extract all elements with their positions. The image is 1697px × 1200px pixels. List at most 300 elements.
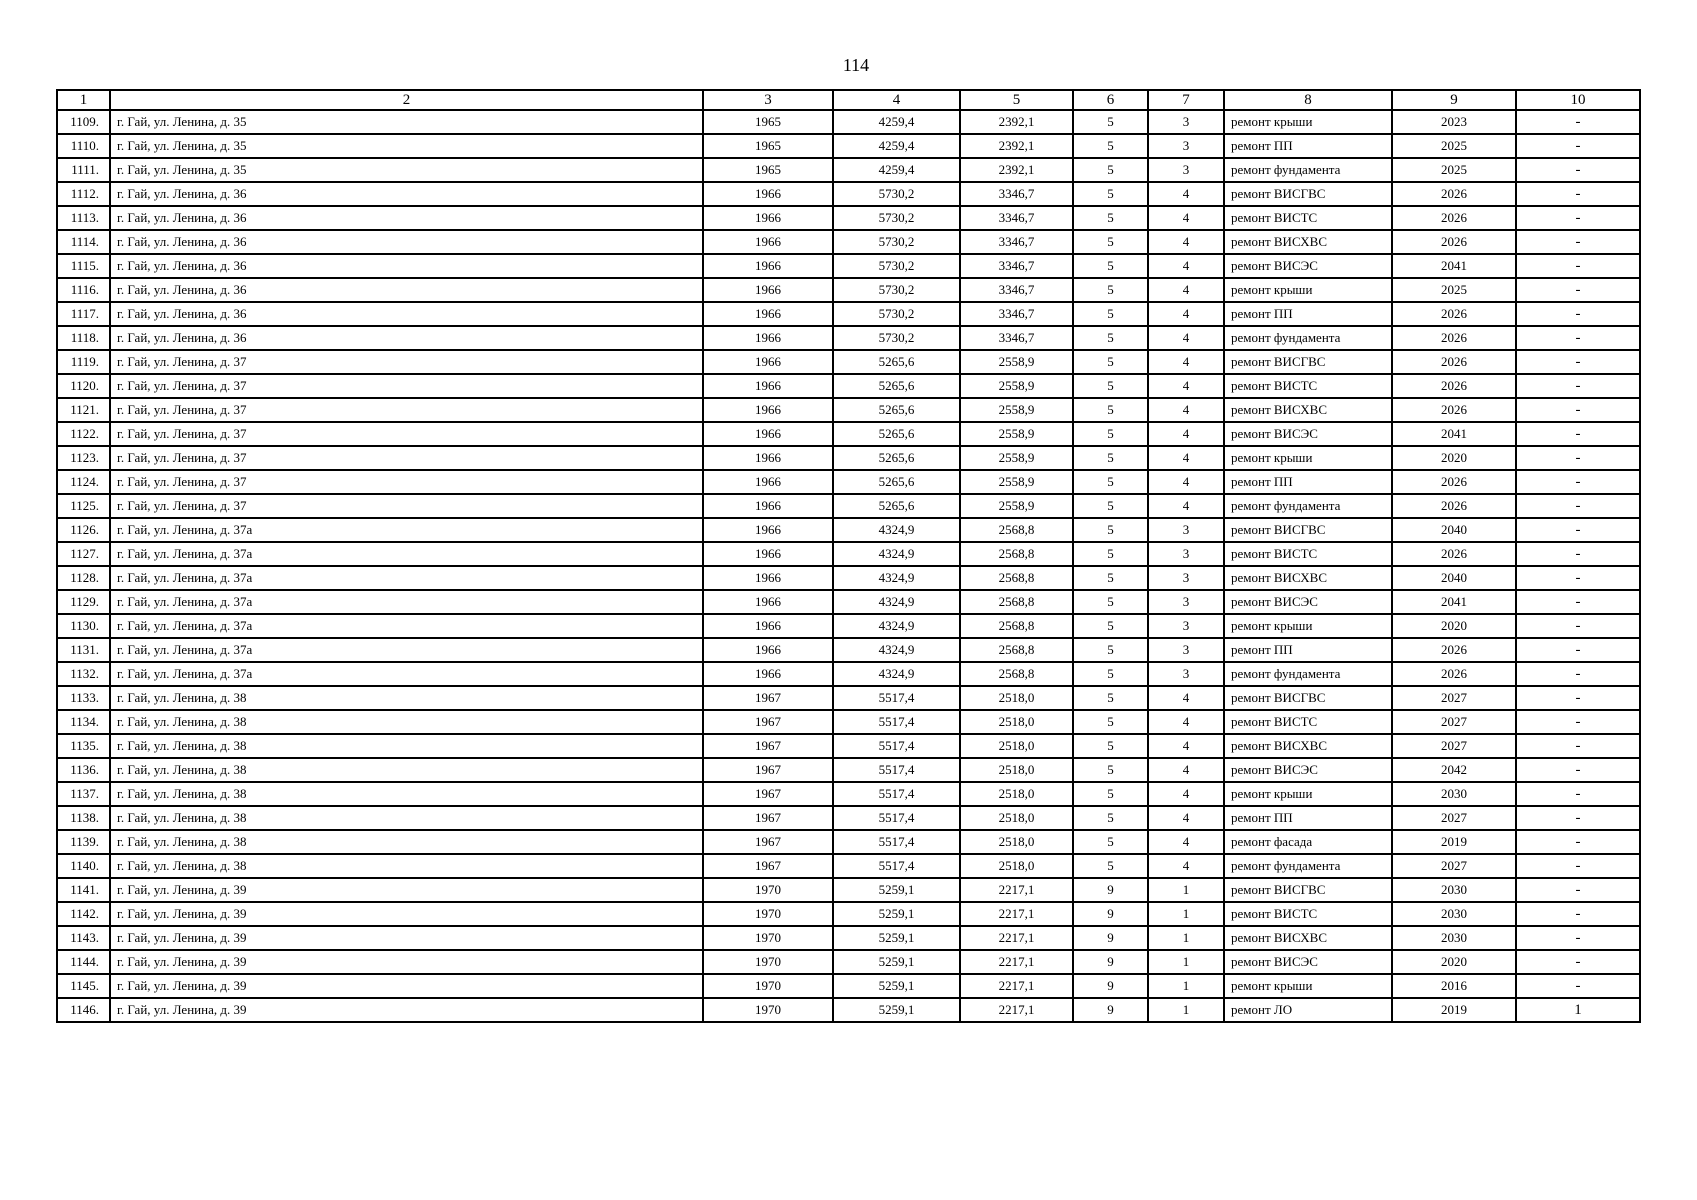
address-cell: г. Гай, ул. Ленина, д. 37	[110, 398, 703, 422]
entrances-cell: 3	[1148, 110, 1224, 134]
total-area-cell: 5259,1	[833, 902, 960, 926]
work-type-cell: ремонт ВИСТС	[1224, 542, 1392, 566]
work-type-cell: ремонт ВИСХВС	[1224, 566, 1392, 590]
living-area-cell: 2518,0	[960, 686, 1073, 710]
entrances-cell: 4	[1148, 422, 1224, 446]
floors-cell: 9	[1073, 974, 1148, 998]
floors-cell: 5	[1073, 470, 1148, 494]
entrances-cell: 3	[1148, 590, 1224, 614]
row-number-cell: 1127.	[57, 542, 110, 566]
floors-cell: 5	[1073, 110, 1148, 134]
build-year-cell: 1965	[703, 110, 833, 134]
column-header: 1	[57, 90, 110, 110]
plan-year-cell: 2042	[1392, 758, 1516, 782]
floors-cell: 5	[1073, 686, 1148, 710]
table-row	[57, 302, 1640, 326]
total-area-cell: 5265,6	[833, 350, 960, 374]
table-row	[57, 110, 1640, 134]
floors-cell: 5	[1073, 350, 1148, 374]
living-area-cell: 2568,8	[960, 542, 1073, 566]
table-row	[57, 662, 1640, 686]
address-cell: г. Гай, ул. Ленина, д. 36	[110, 326, 703, 350]
entrances-cell: 1	[1148, 974, 1224, 998]
floors-cell: 5	[1073, 446, 1148, 470]
note-cell: -	[1516, 614, 1640, 638]
living-area-cell: 2217,1	[960, 974, 1073, 998]
table-row	[57, 974, 1640, 998]
row-number-cell: 1141.	[57, 878, 110, 902]
row-number-cell: 1119.	[57, 350, 110, 374]
build-year-cell: 1967	[703, 710, 833, 734]
build-year-cell: 1966	[703, 566, 833, 590]
plan-year-cell: 2026	[1392, 398, 1516, 422]
work-type-cell: ремонт ВИСГВС	[1224, 350, 1392, 374]
build-year-cell: 1966	[703, 470, 833, 494]
work-type-cell: ремонт фундамента	[1224, 854, 1392, 878]
total-area-cell: 5265,6	[833, 446, 960, 470]
address-cell: г. Гай, ул. Ленина, д. 37	[110, 350, 703, 374]
address-cell: г. Гай, ул. Ленина, д. 37	[110, 494, 703, 518]
row-number-cell: 1145.	[57, 974, 110, 998]
work-type-cell: ремонт фундамента	[1224, 662, 1392, 686]
work-type-cell: ремонт ВИСХВС	[1224, 230, 1392, 254]
column-header: 3	[703, 90, 833, 110]
build-year-cell: 1966	[703, 614, 833, 638]
note-cell: -	[1516, 590, 1640, 614]
row-number-cell: 1109.	[57, 110, 110, 134]
entrances-cell: 4	[1148, 254, 1224, 278]
table-row	[57, 158, 1640, 182]
note-cell: -	[1516, 878, 1640, 902]
note-cell: -	[1516, 374, 1640, 398]
total-area-cell: 4324,9	[833, 566, 960, 590]
table-row	[57, 566, 1640, 590]
floors-cell: 5	[1073, 230, 1148, 254]
work-type-cell: ремонт крыши	[1224, 974, 1392, 998]
entrances-cell: 3	[1148, 638, 1224, 662]
floors-cell: 5	[1073, 614, 1148, 638]
living-area-cell: 2558,9	[960, 422, 1073, 446]
plan-year-cell: 2027	[1392, 806, 1516, 830]
note-cell: -	[1516, 710, 1640, 734]
build-year-cell: 1966	[703, 518, 833, 542]
build-year-cell: 1966	[703, 182, 833, 206]
total-area-cell: 5517,4	[833, 806, 960, 830]
entrances-cell: 4	[1148, 350, 1224, 374]
note-cell: -	[1516, 206, 1640, 230]
entrances-cell: 1	[1148, 950, 1224, 974]
total-area-cell: 5265,6	[833, 398, 960, 422]
floors-cell: 5	[1073, 374, 1148, 398]
floors-cell: 9	[1073, 950, 1148, 974]
entrances-cell: 3	[1148, 134, 1224, 158]
address-cell: г. Гай, ул. Ленина, д. 38	[110, 854, 703, 878]
total-area-cell: 4324,9	[833, 662, 960, 686]
row-number-cell: 1111.	[57, 158, 110, 182]
plan-year-cell: 2026	[1392, 374, 1516, 398]
table-row	[57, 278, 1640, 302]
plan-year-cell: 2030	[1392, 878, 1516, 902]
plan-year-cell: 2023	[1392, 110, 1516, 134]
plan-year-cell: 2016	[1392, 974, 1516, 998]
note-cell: -	[1516, 926, 1640, 950]
row-number-cell: 1120.	[57, 374, 110, 398]
living-area-cell: 2558,9	[960, 350, 1073, 374]
work-type-cell: ремонт ВИСТС	[1224, 374, 1392, 398]
build-year-cell: 1970	[703, 950, 833, 974]
work-type-cell: ремонт ВИСТС	[1224, 710, 1392, 734]
row-number-cell: 1135.	[57, 734, 110, 758]
row-number-cell: 1114.	[57, 230, 110, 254]
note-cell: -	[1516, 230, 1640, 254]
row-number-cell: 1136.	[57, 758, 110, 782]
row-number-cell: 1137.	[57, 782, 110, 806]
row-number-cell: 1131.	[57, 638, 110, 662]
entrances-cell: 4	[1148, 830, 1224, 854]
work-type-cell: ремонт ВИСЭС	[1224, 950, 1392, 974]
living-area-cell: 2217,1	[960, 878, 1073, 902]
table-row	[57, 854, 1640, 878]
total-area-cell: 5265,6	[833, 422, 960, 446]
table-row	[57, 254, 1640, 278]
work-type-cell: ремонт ЛО	[1224, 998, 1392, 1022]
living-area-cell: 2568,8	[960, 614, 1073, 638]
table-row	[57, 422, 1640, 446]
plan-year-cell: 2025	[1392, 134, 1516, 158]
address-cell: г. Гай, ул. Ленина, д. 37	[110, 446, 703, 470]
table-row	[57, 590, 1640, 614]
address-cell: г. Гай, ул. Ленина, д. 37а	[110, 518, 703, 542]
plan-year-cell: 2026	[1392, 230, 1516, 254]
plan-year-cell: 2026	[1392, 494, 1516, 518]
plan-year-cell: 2020	[1392, 446, 1516, 470]
column-header: 5	[960, 90, 1073, 110]
table-row	[57, 830, 1640, 854]
total-area-cell: 4259,4	[833, 110, 960, 134]
note-cell: -	[1516, 734, 1640, 758]
build-year-cell: 1966	[703, 206, 833, 230]
living-area-cell: 2558,9	[960, 398, 1073, 422]
entrances-cell: 4	[1148, 398, 1224, 422]
living-area-cell: 2518,0	[960, 758, 1073, 782]
work-type-cell: ремонт ПП	[1224, 302, 1392, 326]
work-type-cell: ремонт фасада	[1224, 830, 1392, 854]
note-cell: -	[1516, 470, 1640, 494]
living-area-cell: 2568,8	[960, 518, 1073, 542]
build-year-cell: 1966	[703, 638, 833, 662]
total-area-cell: 4324,9	[833, 614, 960, 638]
floors-cell: 5	[1073, 278, 1148, 302]
build-year-cell: 1966	[703, 590, 833, 614]
build-year-cell: 1966	[703, 254, 833, 278]
table-row	[57, 230, 1640, 254]
entrances-cell: 3	[1148, 518, 1224, 542]
table-row	[57, 374, 1640, 398]
row-number-cell: 1121.	[57, 398, 110, 422]
total-area-cell: 5259,1	[833, 878, 960, 902]
address-cell: г. Гай, ул. Ленина, д. 36	[110, 206, 703, 230]
work-type-cell: ремонт ВИСГВС	[1224, 182, 1392, 206]
floors-cell: 5	[1073, 734, 1148, 758]
entrances-cell: 1	[1148, 878, 1224, 902]
address-cell: г. Гай, ул. Ленина, д. 36	[110, 230, 703, 254]
row-number-cell: 1128.	[57, 566, 110, 590]
row-number-cell: 1115.	[57, 254, 110, 278]
note-cell: -	[1516, 974, 1640, 998]
row-number-cell: 1133.	[57, 686, 110, 710]
table-row	[57, 326, 1640, 350]
total-area-cell: 5730,2	[833, 254, 960, 278]
work-type-cell: ремонт ВИСЭС	[1224, 422, 1392, 446]
work-type-cell: ремонт ВИСГВС	[1224, 878, 1392, 902]
floors-cell: 5	[1073, 206, 1148, 230]
note-cell: -	[1516, 110, 1640, 134]
living-area-cell: 2518,0	[960, 854, 1073, 878]
floors-cell: 5	[1073, 830, 1148, 854]
entrances-cell: 1	[1148, 998, 1224, 1022]
total-area-cell: 5265,6	[833, 494, 960, 518]
total-area-cell: 5259,1	[833, 974, 960, 998]
row-number-cell: 1134.	[57, 710, 110, 734]
build-year-cell: 1967	[703, 734, 833, 758]
entrances-cell: 4	[1148, 278, 1224, 302]
note-cell: -	[1516, 782, 1640, 806]
entrances-cell: 4	[1148, 326, 1224, 350]
total-area-cell: 4259,4	[833, 134, 960, 158]
floors-cell: 5	[1073, 710, 1148, 734]
work-type-cell: ремонт крыши	[1224, 278, 1392, 302]
plan-year-cell: 2026	[1392, 206, 1516, 230]
table-row	[57, 446, 1640, 470]
address-cell: г. Гай, ул. Ленина, д. 37	[110, 422, 703, 446]
living-area-cell: 2568,8	[960, 662, 1073, 686]
address-cell: г. Гай, ул. Ленина, д. 35	[110, 110, 703, 134]
build-year-cell: 1966	[703, 278, 833, 302]
plan-year-cell: 2041	[1392, 590, 1516, 614]
plan-year-cell: 2026	[1392, 662, 1516, 686]
build-year-cell: 1965	[703, 134, 833, 158]
address-cell: г. Гай, ул. Ленина, д. 38	[110, 710, 703, 734]
address-cell: г. Гай, ул. Ленина, д. 38	[110, 830, 703, 854]
living-area-cell: 2518,0	[960, 806, 1073, 830]
note-cell: -	[1516, 254, 1640, 278]
entrances-cell: 4	[1148, 806, 1224, 830]
build-year-cell: 1970	[703, 974, 833, 998]
row-number-cell: 1126.	[57, 518, 110, 542]
work-type-cell: ремонт ПП	[1224, 470, 1392, 494]
row-number-cell: 1116.	[57, 278, 110, 302]
entrances-cell: 4	[1148, 686, 1224, 710]
build-year-cell: 1966	[703, 542, 833, 566]
floors-cell: 5	[1073, 494, 1148, 518]
floors-cell: 5	[1073, 182, 1148, 206]
address-cell: г. Гай, ул. Ленина, д. 39	[110, 974, 703, 998]
work-type-cell: ремонт фундамента	[1224, 494, 1392, 518]
note-cell: -	[1516, 638, 1640, 662]
floors-cell: 5	[1073, 422, 1148, 446]
entrances-cell: 3	[1148, 662, 1224, 686]
living-area-cell: 2518,0	[960, 710, 1073, 734]
total-area-cell: 5517,4	[833, 758, 960, 782]
floors-cell: 5	[1073, 134, 1148, 158]
note-cell: -	[1516, 830, 1640, 854]
total-area-cell: 4324,9	[833, 518, 960, 542]
entrances-cell: 4	[1148, 734, 1224, 758]
work-type-cell: ремонт ВИСЭС	[1224, 254, 1392, 278]
total-area-cell: 5730,2	[833, 302, 960, 326]
living-area-cell: 2558,9	[960, 494, 1073, 518]
row-number-cell: 1143.	[57, 926, 110, 950]
plan-year-cell: 2030	[1392, 902, 1516, 926]
address-cell: г. Гай, ул. Ленина, д. 37	[110, 374, 703, 398]
floors-cell: 5	[1073, 782, 1148, 806]
address-cell: г. Гай, ул. Ленина, д. 35	[110, 134, 703, 158]
entrances-cell: 4	[1148, 470, 1224, 494]
total-area-cell: 5517,4	[833, 830, 960, 854]
table-row	[57, 398, 1640, 422]
build-year-cell: 1966	[703, 422, 833, 446]
floors-cell: 9	[1073, 926, 1148, 950]
address-cell: г. Гай, ул. Ленина, д. 37а	[110, 542, 703, 566]
plan-year-cell: 2026	[1392, 350, 1516, 374]
column-header: 10	[1516, 90, 1640, 110]
plan-year-cell: 2020	[1392, 614, 1516, 638]
table-row	[57, 350, 1640, 374]
note-cell: -	[1516, 902, 1640, 926]
work-type-cell: ремонт ВИСЭС	[1224, 590, 1392, 614]
entrances-cell: 1	[1148, 902, 1224, 926]
entrances-cell: 4	[1148, 494, 1224, 518]
table-row	[57, 734, 1640, 758]
plan-year-cell: 2026	[1392, 470, 1516, 494]
build-year-cell: 1967	[703, 686, 833, 710]
table-row	[57, 758, 1640, 782]
entrances-cell: 4	[1148, 182, 1224, 206]
build-year-cell: 1965	[703, 158, 833, 182]
table-row	[57, 806, 1640, 830]
work-type-cell: ремонт ПП	[1224, 134, 1392, 158]
entrances-cell: 3	[1148, 158, 1224, 182]
plan-year-cell: 2019	[1392, 830, 1516, 854]
note-cell: -	[1516, 182, 1640, 206]
plan-year-cell: 2025	[1392, 158, 1516, 182]
row-number-cell: 1139.	[57, 830, 110, 854]
note-cell: -	[1516, 422, 1640, 446]
total-area-cell: 5265,6	[833, 374, 960, 398]
build-year-cell: 1966	[703, 494, 833, 518]
living-area-cell: 2518,0	[960, 734, 1073, 758]
entrances-cell: 4	[1148, 854, 1224, 878]
plan-year-cell: 2020	[1392, 950, 1516, 974]
address-cell: г. Гай, ул. Ленина, д. 37а	[110, 590, 703, 614]
note-cell: -	[1516, 686, 1640, 710]
row-number-cell: 1117.	[57, 302, 110, 326]
living-area-cell: 3346,7	[960, 206, 1073, 230]
plan-year-cell: 2041	[1392, 254, 1516, 278]
note-cell: -	[1516, 398, 1640, 422]
floors-cell: 5	[1073, 854, 1148, 878]
note-cell: -	[1516, 326, 1640, 350]
total-area-cell: 5730,2	[833, 278, 960, 302]
floors-cell: 5	[1073, 398, 1148, 422]
work-type-cell: ремонт ВИСХВС	[1224, 734, 1392, 758]
table-row	[57, 518, 1640, 542]
living-area-cell: 3346,7	[960, 230, 1073, 254]
plan-year-cell: 2019	[1392, 998, 1516, 1022]
plan-year-cell: 2026	[1392, 182, 1516, 206]
note-cell: -	[1516, 806, 1640, 830]
column-header: 8	[1224, 90, 1392, 110]
column-header: 6	[1073, 90, 1148, 110]
address-cell: г. Гай, ул. Ленина, д. 36	[110, 302, 703, 326]
row-number-cell: 1125.	[57, 494, 110, 518]
entrances-cell: 4	[1148, 446, 1224, 470]
entrances-cell: 4	[1148, 230, 1224, 254]
row-number-cell: 1113.	[57, 206, 110, 230]
page-number: 114	[842, 55, 870, 75]
work-type-cell: ремонт ВИСХВС	[1224, 926, 1392, 950]
floors-cell: 9	[1073, 998, 1148, 1022]
living-area-cell: 2558,9	[960, 374, 1073, 398]
floors-cell: 5	[1073, 806, 1148, 830]
living-area-cell: 2217,1	[960, 998, 1073, 1022]
address-cell: г. Гай, ул. Ленина, д. 37а	[110, 662, 703, 686]
row-number-cell: 1129.	[57, 590, 110, 614]
note-cell: -	[1516, 758, 1640, 782]
build-year-cell: 1966	[703, 662, 833, 686]
entrances-cell: 4	[1148, 710, 1224, 734]
address-cell: г. Гай, ул. Ленина, д. 38	[110, 734, 703, 758]
address-cell: г. Гай, ул. Ленина, д. 39	[110, 902, 703, 926]
living-area-cell: 2217,1	[960, 926, 1073, 950]
living-area-cell: 2217,1	[960, 902, 1073, 926]
address-cell: г. Гай, ул. Ленина, д. 39	[110, 998, 703, 1022]
work-type-cell: ремонт ВИСГВС	[1224, 518, 1392, 542]
work-type-cell: ремонт крыши	[1224, 614, 1392, 638]
address-cell: г. Гай, ул. Ленина, д. 39	[110, 878, 703, 902]
living-area-cell: 3346,7	[960, 302, 1073, 326]
row-number-cell: 1140.	[57, 854, 110, 878]
note-cell: -	[1516, 662, 1640, 686]
table-row	[57, 686, 1640, 710]
table-row	[57, 926, 1640, 950]
total-area-cell: 4259,4	[833, 158, 960, 182]
plan-year-cell: 2026	[1392, 326, 1516, 350]
address-cell: г. Гай, ул. Ленина, д. 36	[110, 182, 703, 206]
row-number-cell: 1124.	[57, 470, 110, 494]
address-cell: г. Гай, ул. Ленина, д. 36	[110, 278, 703, 302]
row-number-cell: 1122.	[57, 422, 110, 446]
plan-year-cell: 2041	[1392, 422, 1516, 446]
living-area-cell: 3346,7	[960, 278, 1073, 302]
address-cell: г. Гай, ул. Ленина, д. 37а	[110, 638, 703, 662]
living-area-cell: 3346,7	[960, 254, 1073, 278]
build-year-cell: 1970	[703, 878, 833, 902]
plan-year-cell: 2040	[1392, 518, 1516, 542]
entrances-cell: 3	[1148, 542, 1224, 566]
living-area-cell: 2568,8	[960, 638, 1073, 662]
plan-year-cell: 2026	[1392, 542, 1516, 566]
table-row	[57, 494, 1640, 518]
build-year-cell: 1967	[703, 758, 833, 782]
build-year-cell: 1966	[703, 374, 833, 398]
entrances-cell: 4	[1148, 302, 1224, 326]
build-year-cell: 1966	[703, 398, 833, 422]
floors-cell: 5	[1073, 326, 1148, 350]
plan-year-cell: 2030	[1392, 926, 1516, 950]
note-cell: -	[1516, 542, 1640, 566]
table-row	[57, 902, 1640, 926]
